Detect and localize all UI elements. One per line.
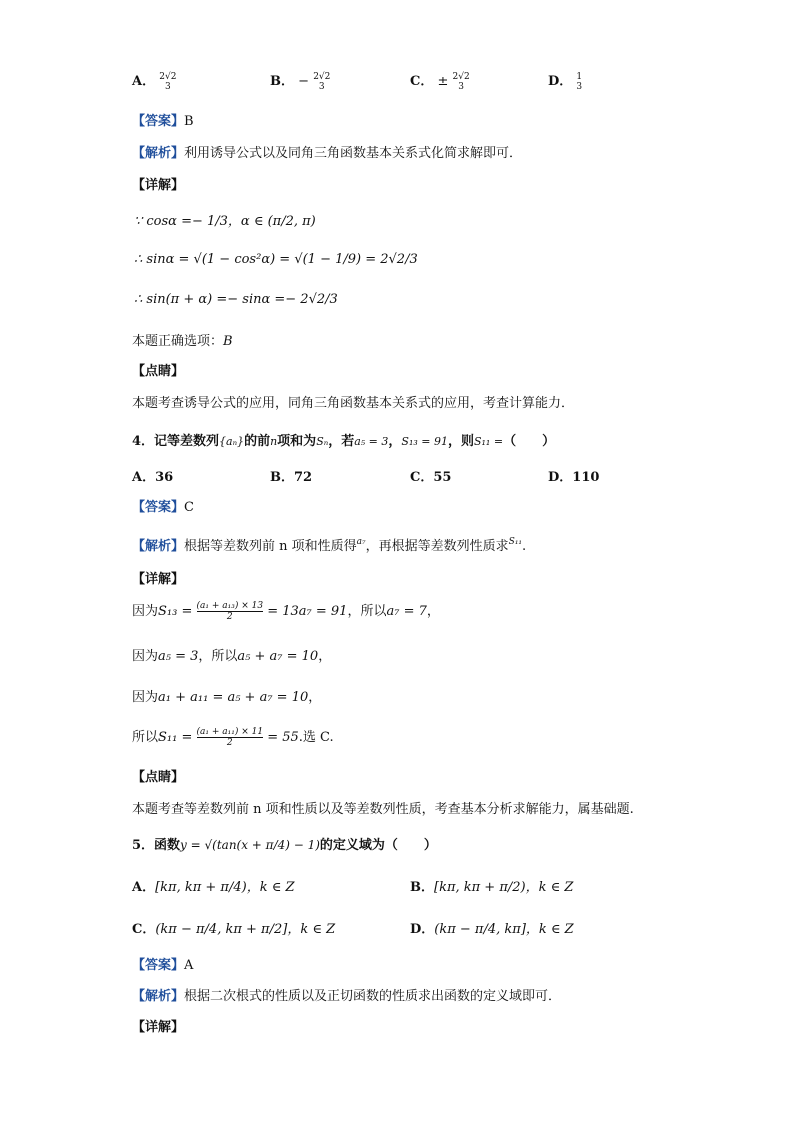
q4-stem-c: 项和为 [277,434,317,449]
q3-option-c-sign: ± [437,74,449,89]
q5-option-a [132,876,295,895]
q4-d3-a: a₁ + a₁₁ = a₅ + a₇ = 10 [158,690,309,705]
q5-answer-tag: 【答案】 [132,958,185,973]
q4-stem-target: S₁₁ = [473,435,504,448]
q3-step-2: ∴ sinα = √(1 − cos²α) = √(1 − 1/9) = 2√2/3 [134,252,418,267]
q4-stem-n: n [270,435,278,448]
q3-option-a [132,70,176,92]
q3-option-d [548,70,582,92]
q4-stem-cond2: S₁₃ = 91 [401,435,448,448]
q4-detail-tag: 【详解】 [132,572,185,587]
q4-d2-pre: 因为 [132,649,159,664]
q4-d1-rhs: = 13a₇ = 91 [267,604,348,619]
q4-stem [132,430,555,449]
q5-analysis-tag: 【解析】 [132,989,185,1004]
q3-option-a-fraction: 2√2 3 [159,71,177,92]
q4-comment-tag: 【点睛】 [132,770,185,785]
q4-detail-line-1 [132,600,440,622]
q3-comment-tag: 【点睛】 [132,364,185,379]
q4-stem-sep: ， [388,434,402,449]
q5-analysis-text: 根据二次根式的性质以及正切函数的性质求出函数的定义域即可． [184,989,562,1004]
q3-analysis-text: 利用诱导公式以及同角三角函数基本关系式化简求解即可． [184,146,523,161]
q4-d4-end: .选 C. [298,730,334,745]
q5-option-c-label: C． [132,922,156,937]
q4-detail-line-2 [132,645,331,664]
q3-conclusion [132,330,233,349]
q4-answer-tag: 【答案】 [132,500,185,515]
q4-d3-end: ， [308,690,322,705]
q5-option-a-label: A． [132,880,156,895]
q4-analysis-end: . [522,539,527,554]
q3-step-3: ∴ sin(π + α) =− sinα =− 2√2/3 [134,292,338,307]
q5-stem-func: y = √(tan(x + π/4) − 1) [180,838,320,852]
q4-detail-line-4 [132,726,334,748]
q4-d1-fraction: $\frac{\text{(a₁ + a₁₃) × 13}}{2}$ [196,601,264,622]
q3-answer-tag: 【答案】 [132,114,185,129]
q4-stem-e: ，则 [447,434,474,449]
q4-d1-lhs: S₁₃ = [158,604,193,619]
q4-stem-cond1: a₅ = 3 [354,435,389,448]
q3-answer-value: B [184,114,194,129]
q3-analysis-tag: 【解析】 [132,146,185,161]
q5-option-a-text: [kπ, kπ + π/4)，k ∈ Z [155,880,295,895]
q4-analysis-tag: 【解析】 [132,539,185,554]
q4-analysis-b: ，再根据等差数列性质求 [365,539,509,554]
q3-conclusion-value: B [223,334,233,349]
q4-stem-d: ，若 [328,434,355,449]
q4-stem-s: Sₙ [316,435,329,448]
q5-stem [132,834,437,853]
q4-d1-end: ， [426,604,440,619]
q3-comment: 本题考查诱导公式的应用，同角三角函数基本关系式的应用，考查计算能力． [132,396,575,411]
q4-option-c: C．55 [410,470,452,485]
q4-d4-rhs: = 55 [267,730,299,745]
q4-d2-mid: ，所以 [198,649,238,664]
q3-option-b [270,70,330,92]
q3-option-d-fraction: 1 3 [576,71,583,92]
q4-d1-mid: ，所以 [347,604,387,619]
q5-option-c [132,918,335,937]
q3-option-b-fraction: 2√2 3 [313,71,331,92]
q5-option-c-text: (kπ − π/4, kπ + π/2]，k ∈ Z [155,922,336,937]
q4-d1-pre: 因为 [132,604,159,619]
q4-d2-end: ， [318,649,332,664]
q5-option-b-text: [kπ, kπ + π/2)，k ∈ Z [434,880,574,895]
q4-d1-res: a₇ = 7 [386,604,427,619]
q3-detail-tag: 【详解】 [132,178,185,193]
q3-option-b-sign: − [298,74,310,89]
q4-analysis-s11: S₁₁ [508,537,523,547]
q4-d4-fraction: $\frac{\text{(a₁ + a₁₁) × 11}}{2}$ [196,727,264,748]
q4-analysis [132,535,526,554]
q4-d4-lhs: S₁₁ = [158,730,193,745]
q3-conclusion-text: 本题正确选项： [132,334,224,349]
q3-option-a-label: A． [132,74,156,89]
q3-option-b-label: B． [270,74,294,89]
q5-option-d [410,918,574,937]
q4-d4-pre: 所以 [132,730,159,745]
q3-option-c-fraction: 2√2 3 [452,71,470,92]
q3-option-c-label: C． [410,74,434,89]
q4-option-b: B．72 [270,470,313,485]
q4-answer-value: C [184,500,194,515]
q4-d2-b: a₅ + a₇ = 10 [237,649,319,664]
q4-stem-blank: （ ） [503,434,556,449]
q5-option-d-label: D． [410,922,435,937]
q5-stem-a: 5．函数 [132,838,181,853]
q4-d3-pre: 因为 [132,690,159,705]
q4-stem-b: 的前 [244,434,271,449]
q4-detail-line-3 [132,686,321,705]
q4-analysis-a: 根据等差数列前 n 项和性质得 [184,539,357,554]
q4-option-d: D．110 [548,470,600,485]
q4-option-a: A．36 [132,470,174,485]
q3-option-c [410,70,470,92]
q3-step-1: ∵ cosα =− 1/3，α ∈ (π/2, π) [134,214,316,229]
q3-analysis [132,142,522,161]
q5-option-d-text: (kπ − π/4, kπ]，k ∈ Z [434,922,574,937]
q3-answer [132,110,194,129]
q5-option-b [410,876,573,895]
q4-answer [132,496,194,515]
q4-analysis-a7: a₇ [356,537,366,547]
q5-answer-value: A [184,958,194,973]
q5-stem-b: 的定义域为（ ） [319,838,437,853]
q3-option-d-label: D． [548,74,573,89]
q4-stem-a: 4．记等差数列 [132,434,220,449]
q4-stem-seq: {aₙ} [219,435,245,448]
q5-detail-tag: 【详解】 [132,1020,185,1035]
q5-analysis [132,985,561,1004]
q4-comment: 本题考查等差数列前 n 项和性质以及等差数列性质，考查基本分析求解能力，属基础题. [132,802,634,817]
q4-d2-a: a₅ = 3 [158,649,199,664]
q5-answer [132,954,193,973]
q5-option-b-label: B． [410,880,434,895]
